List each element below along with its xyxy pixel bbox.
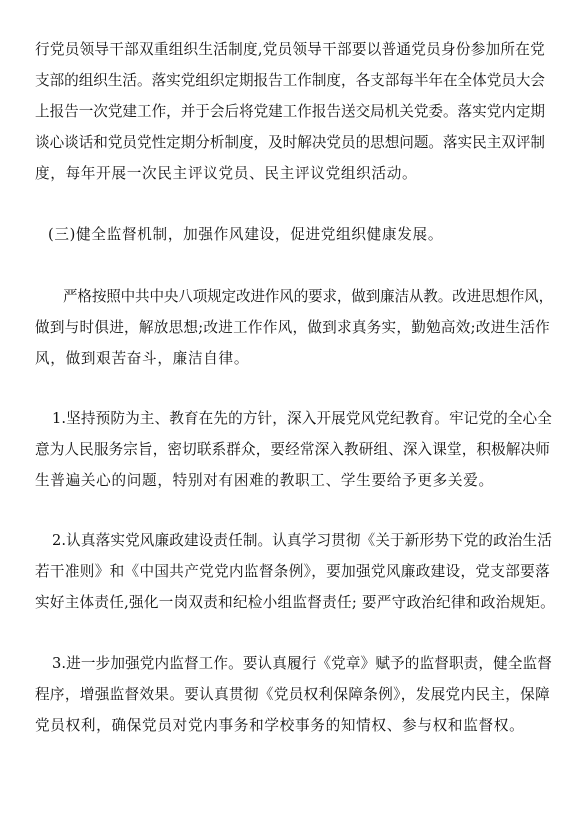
- text-line: 若干准则》和《中国共产党党内监督条例》，要加强党风廉政建设，党支部要落: [35, 563, 550, 580]
- text-line: 谈心谈话和党员党性定期分析制度，及时解决党员的思想问题。落实民主双评制: [35, 134, 545, 151]
- text-line: 生普遍关心的问题，特别对有困难的教职工、学生要给予更多关爱。: [35, 472, 494, 489]
- text-line: 上报告一次党建工作，并于会后将党建工作报告送交局机关党委。落实党内定期: [35, 103, 545, 120]
- text-line: 严格按照中共中央八项规定改进作风的要求，做到廉洁从教。改进思想作风，: [63, 288, 553, 305]
- text-line: 支部的组织生活。落实党组织定期报告工作制度，各支部每半年在全体党员大会: [35, 72, 545, 89]
- text-line: 行党员领导干部双重组织生活制度,党员领导干部要以普通党员身份参加所在党: [35, 41, 545, 58]
- text-line: 程序，增强监督效果。要认真贯彻《党员权利保障条例》，发展党内民主，保障: [35, 686, 550, 703]
- text-line: 党员权利，确保党员对党内事务和学校事务的知情权、参与权和监督权。: [35, 717, 525, 734]
- text-line: 2.认真落实党风廉政建设责任制。认真学习贯彻《关于新形势下党的政治生活: [52, 532, 552, 549]
- text-line: 度，每年开展一次民主评议党员、民主评议党组织活动。: [35, 165, 418, 182]
- text-line: 做到与时俱进，解放思想;改进工作作风，做到求真务实，勤勉高效;改进生活作: [35, 319, 550, 336]
- text-line: 意为人民服务宗旨，密切联系群众，要经常深入教研组、深入课堂，积极解决师: [35, 441, 550, 458]
- text-line: 1.坚持预防为主、教育在先的方针，深入开展党风党纪教育。牢记党的全心全: [52, 410, 552, 427]
- text-line: 实好主体责任,强化一岗双责和纪检小组监督责任; 要严守政治纪律和政治规矩。: [35, 594, 555, 611]
- text-line: 3.进一步加强党内监督工作。要认真履行《党章》赋予的监督职责，健全监督: [52, 655, 552, 672]
- heading-line: (三)健全监督机制，加强作风建设，促进党组织健康发展。: [48, 226, 444, 243]
- text-line: 风，做到艰苦奋斗，廉洁自律。: [35, 350, 250, 367]
